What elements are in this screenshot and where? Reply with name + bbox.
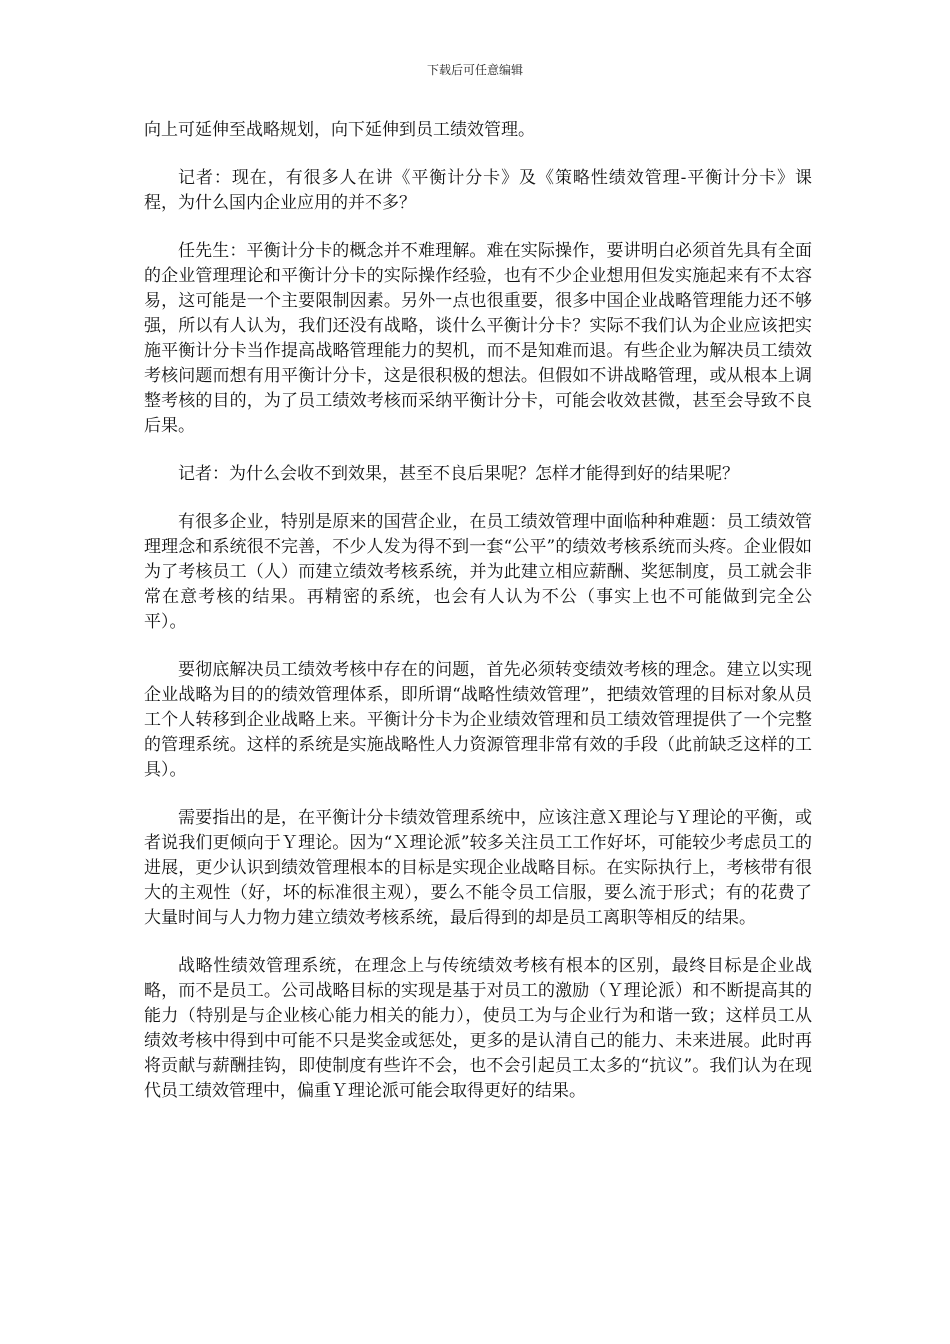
paragraph-continuation: 向上可延伸至战略规划，向下延伸到员工绩效管理。 <box>144 120 535 140</box>
article-body <box>144 118 812 1127</box>
paragraph-reporter-question-1: 记者：现在，有很多人在讲《平衡计分卡》及《策略性绩效管理-平衡计分卡》课程，为什么国内企业应用的并不多？ <box>144 168 812 213</box>
paragraph-state-enterprises: 有很多企业，特别是原来的国营企业，在员工绩效管理中面临种种难题：员工绩效管理理念和系统很不完善，不少人发为得不到一套“公平”的绩效考核系统而头疼。企业假如为了考核员工（人）而建立绩效考核系统，并为此建立相应薪酬、奖惩制度，员工就会非常在意考核的结果。再精密的系统，也会有人认为不公（事实上也不可能做到完全公平）。 <box>144 512 812 632</box>
paragraph-strategic-performance: 要彻底解决员工绩效考核中存在的问题，首先必须转变绩效考核的理念。建立以实现企业战略为目的的绩效管理体系，即所谓“战略性绩效管理”，把绩效管理的目标对象从员工个人转移到企业战略上来。平衡计分卡为企业绩效管理和员工绩效管理提供了一个完整的管理系统。这样的系统是实施战略性人力资源管理非常有效的手段（此前缺乏这样的工具）。 <box>144 660 812 780</box>
paragraph-mr-ren-answer: 任先生：平衡计分卡的概念并不难理解。难在实际操作，要讲明白必须首先具有全面的企业管理理论和平衡计分卡的实际操作经验，也有不少企业想用但发实施起来有不太容易，这可能是一个主要限制因素。另外一点也很重要，很多中国企业战略管理能力还不够强，所以有人认为，我们还没有战略，谈什么平衡计分卡？实际不我们认为企业应该把实施平衡计分卡当作提高战略管理能力的契机，而不是知难而退。有些企业为解决员工绩效考核问题而想有用平衡计分卡，这是很积极的想法。但假如不讲战略管理，或从根本上调整考核的目的，为了员工绩效考核而采纳平衡计分卡，可能会收效甚微，甚至会导致不良后果。 <box>144 241 812 436</box>
page-header: 下载后可任意编辑 <box>426 63 523 77</box>
paragraph-x-y-theory: 需要指出的是，在平衡计分卡绩效管理系统中，应该注意Ｘ理论与Ｙ理论的平衡，或者说我们更倾向于Ｙ理论。因为“Ｘ理论派”较多关注员工工作好坏，可能较少考虑员工的进展，更少认识到绩效管理根本的目标是实现企业战略目标。在实际执行上，考核带有很大的主观性（好，坏的标准很主观），要么不能令员工信服，要么流于形式；有的花费了大量时间与人力物力建立绩效考核系统，最后得到的却是员工离职等相反的结果。 <box>144 808 812 928</box>
paragraph-reporter-question-2: 记者：为什么会收不到效果，甚至不良后果呢？怎样才能得到好的结果呢？ <box>178 464 739 484</box>
paragraph-conclusion: 战略性绩效管理系统，在理念上与传统绩效考核有根本的区别，最终目标是企业战略，而不是员工。公司战略目标的实现是基于对员工的激励（Ｙ理论派）和不断提高其的能力（特别是与企业核心能力相关的能力），使员工为与企业行为和谐一致；这样员工从绩效考核中得到中可能不只是奖金或惩处，更多的是认清自己的能力、未来进展。此时再将贡献与薪酬挂钩，即使制度有些许不会，也不会引起员工太多的“抗议”。我们认为在现代员工绩效管理中，偏重Ｙ理论派可能会取得更好的结果。 <box>144 956 812 1101</box>
